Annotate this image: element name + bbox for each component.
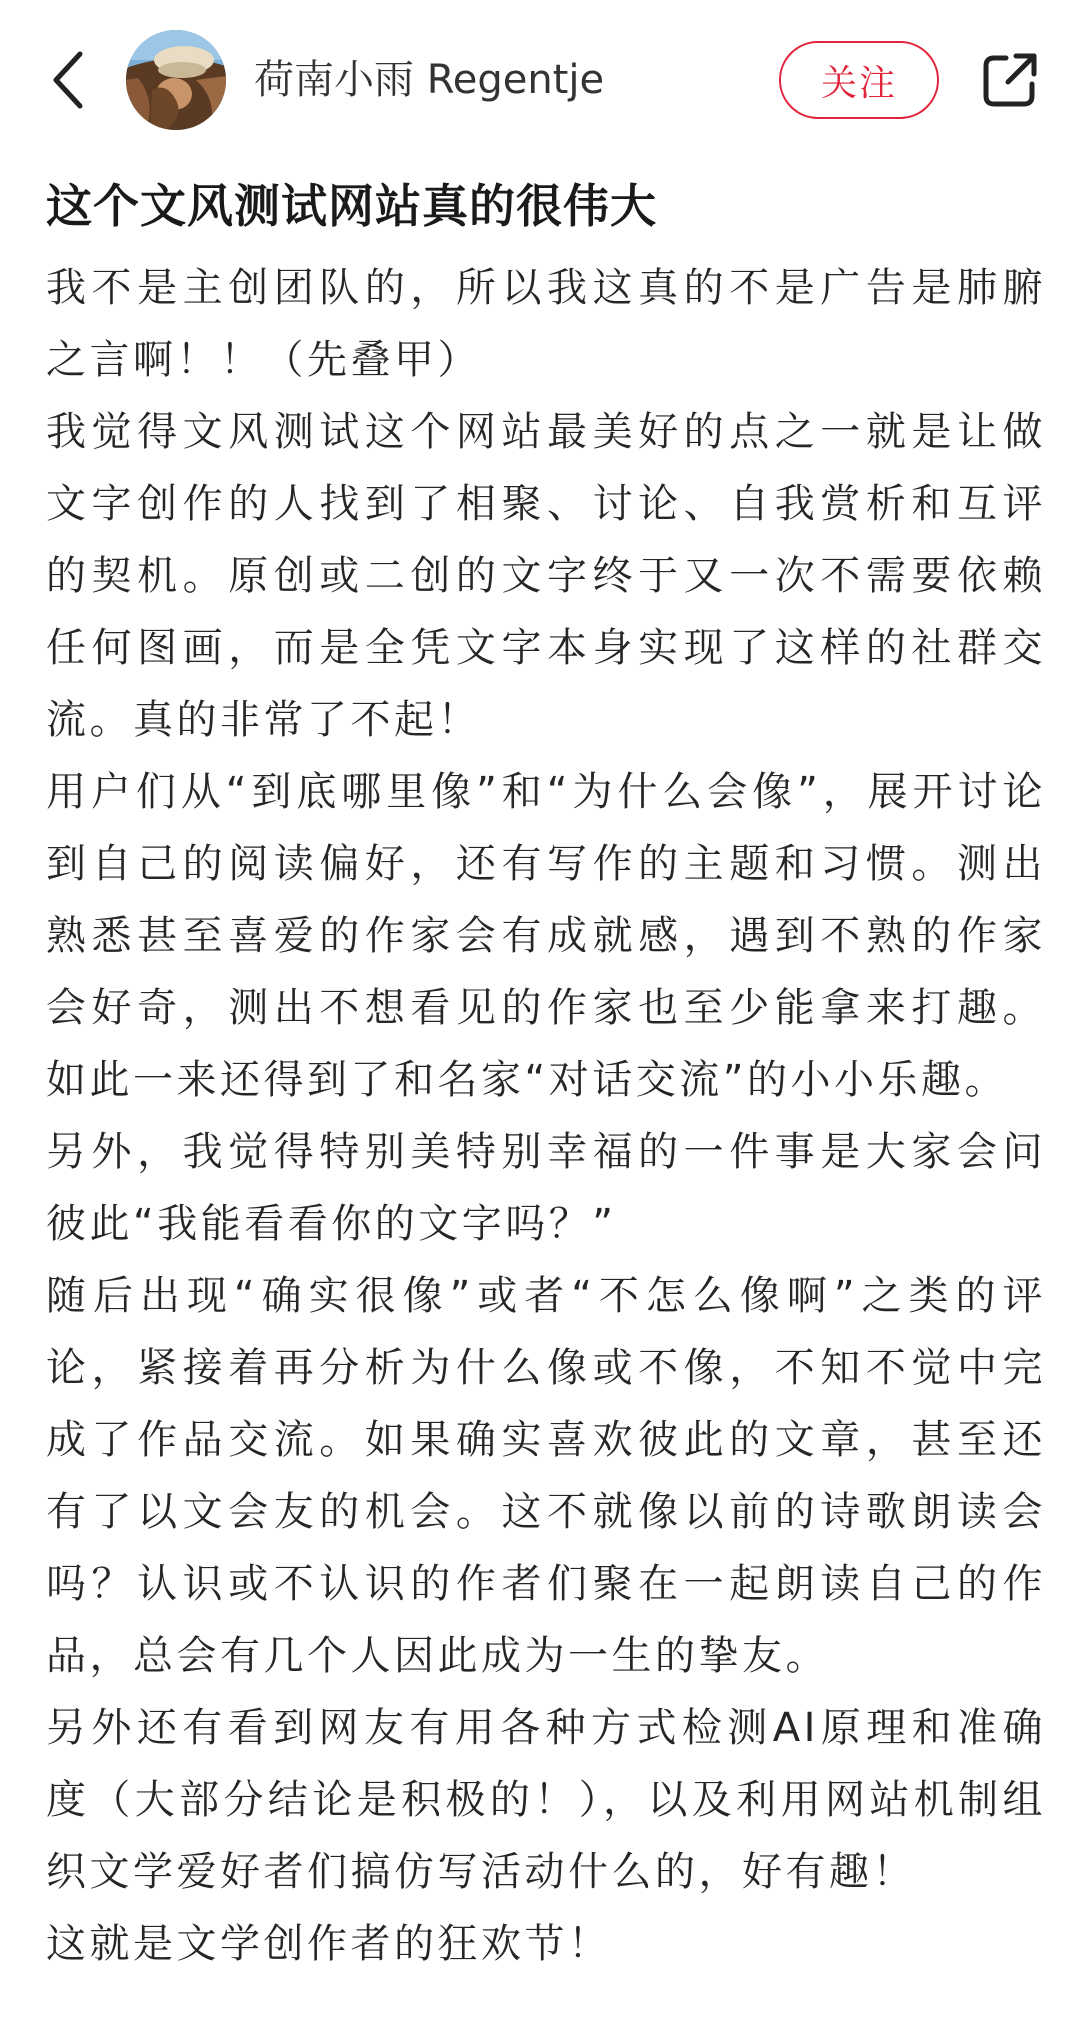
paragraph: 我不是主创团队的，所以我这真的不是广告是肺腑之言啊！！（先叠甲） [46, 265, 1046, 383]
paragraph: 这就是文学创作者的狂欢节！ [46, 1921, 612, 1967]
paragraph: 另外，我觉得特别美特别幸福的一件事是大家会问彼此“我能看看你的文字吗？” [46, 1129, 1046, 1247]
paragraph: 另外还有看到网友有用各种方式检测AI原理和准确度（大部分结论是积极的！），以及利用网站机制组织文学爱好者们搞仿写活动什么的，好有趣！ [46, 1705, 1046, 1895]
post-content [46, 160, 1046, 1980]
paragraph: 我觉得文风测试这个网站最美好的点之一就是让做文字创作的人找到了相聚、讨论、自我赏析和互评的契机。原创或二创的文字终于又一次不需要依赖任何图画，而是全凭文字本身实现了这样的社群交流。真的非常了不起！ [46, 409, 1046, 743]
chevron-left-icon [50, 50, 86, 110]
back-button[interactable] [40, 44, 96, 116]
top-bar [0, 0, 1080, 160]
paragraph: 随后出现“确实很像”或者“不怎么像啊”之类的评论，紧接着再分析为什么像或不像，不知不觉中完成了作品交流。如果确实喜欢彼此的文章，甚至还有了以文会友的机会。这不就像以前的诗歌朗读会吗？认识或不认识的作者们聚在一起朗读自己的作品，总会有几个人因此成为一生的挚友。 [46, 1273, 1046, 1679]
follow-button[interactable]: 关注 [779, 41, 939, 119]
avatar-photo [126, 30, 226, 130]
avatar[interactable] [126, 30, 226, 130]
author-name[interactable]: 荷南小雨 Regentje [254, 57, 605, 103]
share-button[interactable] [978, 48, 1042, 112]
post-body [46, 252, 1046, 1980]
share-icon [980, 50, 1040, 110]
post-title: 这个文风测试网站真的很伟大 [46, 179, 657, 233]
paragraph: 用户们从“到底哪里像”和“为什么会像”，展开讨论到自己的阅读偏好，还有写作的主题和习惯。测出熟悉甚至喜爱的作家会有成就感，遇到不熟的作家会好奇，测出不想看见的作家也至少能拿来打趣。如此一来还得到了和名家“对话交流”的小小乐趣。 [46, 769, 1046, 1103]
